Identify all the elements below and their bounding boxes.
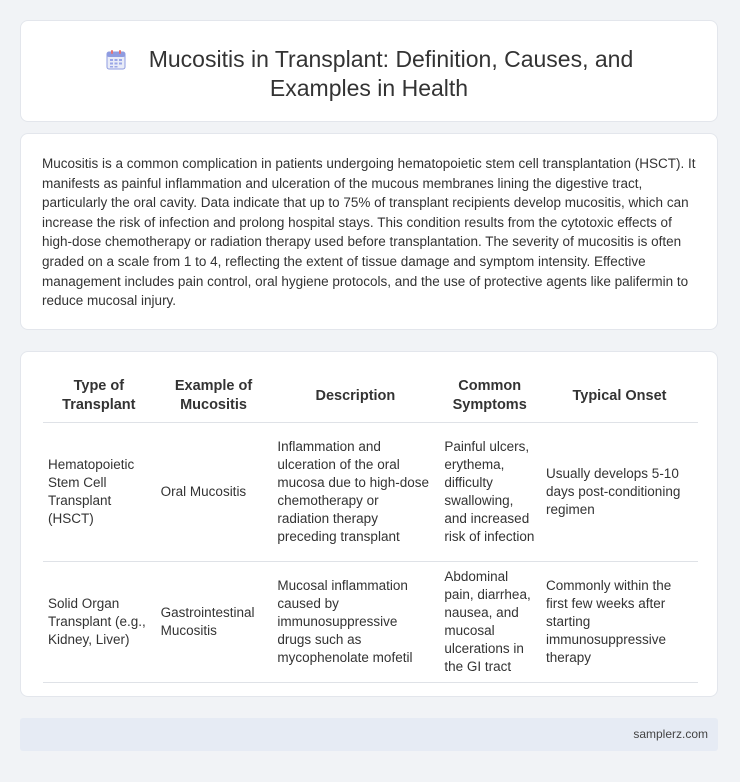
intro-card	[20, 133, 718, 330]
table-cell: Oral Mucositis	[155, 423, 272, 562]
table-cell: Mucosal inflammation caused by immunosuppressive drugs such as mycophenolate mofetil	[272, 562, 439, 683]
header-example: Example of Mucositis	[155, 370, 272, 423]
footer-bar	[20, 718, 718, 751]
table-cell: Gastrointestinal Mucositis	[155, 562, 272, 683]
title-card	[20, 20, 718, 122]
header-symptoms: Common Symptoms	[439, 370, 541, 423]
table-card	[20, 351, 718, 697]
table-header-row	[43, 370, 698, 423]
table-cell: Abdominal pain, diarrhea, nausea, and mucosal ulcerations in the GI tract	[439, 562, 541, 683]
calendar-icon	[105, 49, 127, 71]
table-cell: Inflammation and ulceration of the oral mucosa due to high-dose chemotherapy or radiation therapy preceding transplant	[272, 423, 439, 562]
header-description: Description	[272, 370, 439, 423]
table-row	[43, 562, 698, 683]
table-cell: Usually develops 5-10 days post-conditioning regimen	[541, 423, 699, 562]
mucositis-table	[43, 370, 698, 683]
intro-paragraph: Mucositis is a common complication in patients undergoing hematopoietic stem cell transplantation (HSCT). It manifests as painful inflammation and ulceration of the mucous membranes lining the digestive tract, particularly the oral cavity. Data indicate that up to 75% of transplant recipients develop mucositis, which can increase the risk of infection and prolong hospital stays. This condition results from the cytotoxic effects of high-dose chemotherapy or radiation therapy used before transplantation. The severity of mucositis is often graded on a scale from 1 to 4, reflecting the extent of tissue damage and symptom intensity. Effective management includes pain control, oral hygiene protocols, and the use of protective agents like palifermin to reduce mucosal injury.	[42, 156, 696, 309]
header-transplant-type: Type of Transplant	[43, 370, 155, 423]
table-cell: Painful ulcers, erythema, difficulty swallowing, and increased risk of infection	[439, 423, 541, 562]
table-row	[43, 423, 698, 562]
page-title	[21, 45, 717, 103]
title-line-2: Examples in Health	[269, 75, 469, 101]
table-cell: Solid Organ Transplant (e.g., Kidney, Liver)	[43, 562, 155, 683]
table-cell: Hematopoietic Stem Cell Transplant (HSCT)	[43, 423, 155, 562]
footer-site-link[interactable]: samplerz.com	[633, 727, 708, 741]
header-onset: Typical Onset	[541, 370, 699, 423]
table-cell: Commonly within the first few weeks after starting immunosuppressive therapy	[541, 562, 699, 683]
title-line-1: Mucositis in Transplant: Definition, Causes, and	[148, 46, 634, 72]
